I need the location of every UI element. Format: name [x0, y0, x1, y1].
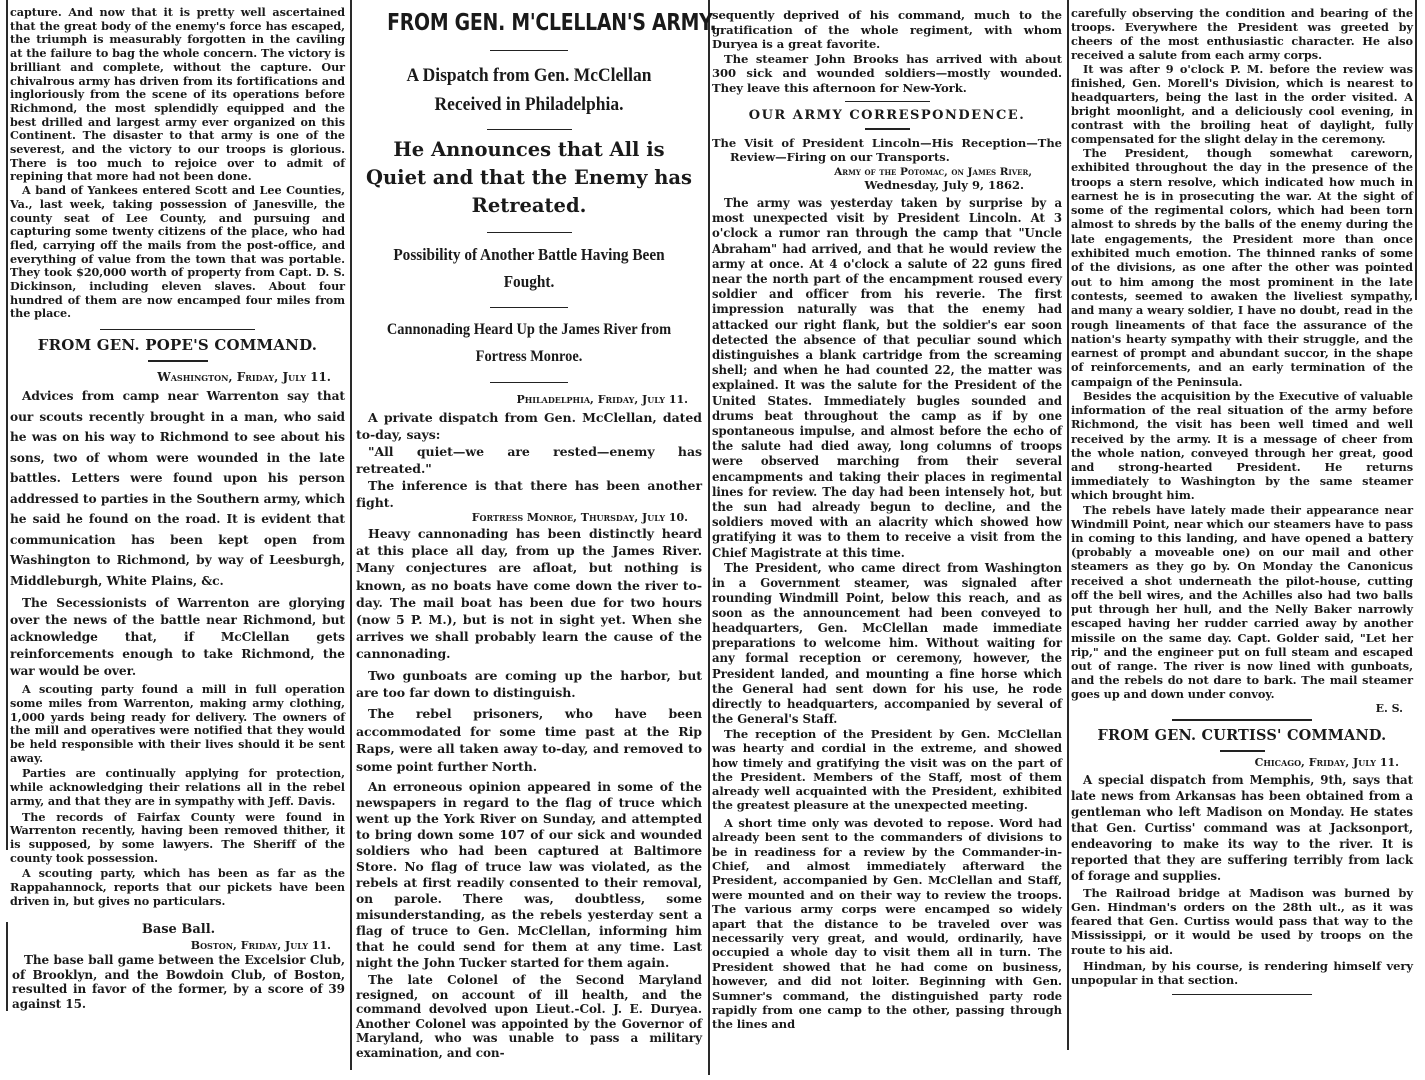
divider: [487, 129, 572, 130]
paragraph: A short time only was devoted to repose. Word had already been sent to the commanders of divisions to be in readiness for a review by the Commander-in-Chief, and almost immediately afterward the President, accompanied by Gen. McClellan and Staff, were mounted and on their way to review the troops. The various army corps were encamped so widely apart that the distance to be traveled over was necessarily very great, and would, ordinarily, have occupied a whole day to visit them all in turn. The President showed that he had come on business, however, and did not loiter. Beginning with Gen. Sumner's command, the distinguished party rode rapidly from one camp to the other, passing through the lines and: [712, 815, 1062, 1032]
column-rule: [1067, 0, 1069, 1050]
fortress-monroe-dateline: Fortress Monroe, Thursday, July 10.: [471, 511, 688, 524]
lincoln-subhead: The Visit of President Lincoln—His Reception—The Review—Firing on our Transports.: [712, 136, 1062, 164]
divider: [1172, 994, 1312, 995]
philadelphia-dateline: Philadelphia, Friday, July 11.: [516, 393, 688, 406]
deck-3: Possibility of Another Battle Having Been Fought.: [393, 245, 665, 291]
paragraph: The reception of the President by Gen. McClellan was hearty and cordial in the extreme, and showed how timely and gratifying the visit was on the part of the President. Members of the Staff, most of them already well acquainted with the President, exhibited the greatest pleasure at the unexpected meeting.: [712, 726, 1062, 813]
deck-2: He Announces that All is Quiet and that the Enemy has Retreated.: [366, 138, 692, 217]
paragraph: Advices from camp near Warrenton say that our scouts recently brought in a man, who said he was on his way to Richmond to see about his sons, two of whom were wounded in the late battles. Letters were found upon his person addressed to parties in the Southern army, which he said he found on the road. It is evident that communication has been kept open from Washington to Richmond, by way of Leesburgh, Middleburgh, White Plains, &c.: [10, 389, 345, 588]
dispatch-intro: A private dispatch from Gen. McClellan, dated to-day, says:: [356, 410, 702, 442]
divider: [490, 307, 568, 308]
paragraph: It was after 9 o'clock P. M. before the review was finished, Gen. Morell's Division, which is nearest to headquarters, being the last in the order visited. A bright moonlight, and a deliciously cool evening, in contrast with the broiling heat of daylight, fully compensated for the slight delay in the ceremony.: [1071, 62, 1413, 146]
divider: [487, 232, 572, 233]
signature: E. S.: [1375, 701, 1403, 715]
paragraph: The rebel prisoners, who have been accommodated for some time past at the Rip Raps, were all taken away to-day, and removed to some point further North.: [356, 706, 702, 774]
paragraph: The Secessionists of Warrenton are glorying over the news of the battle near Richmond, but acknowledge that, if McClellan gets reinforcements enough to take Richmond, the war would be over.: [10, 596, 345, 679]
paragraph: Heavy cannonading has been distinctly heard at this place all day, from up the James River. Many conjectures are afloat, but nothing is known, as no boats have come down the river to-day. The mail boat has been due for two hours (now 5 P. M.), but is not in sight yet. When she arrives we shall probably learn the cause of the cannonading.: [356, 526, 702, 662]
curtis-dateline: Chicago, Friday, July 11.: [1254, 755, 1399, 769]
divider: [845, 101, 930, 102]
pope-dateline: Washington, Friday, July 11.: [157, 370, 331, 385]
column-1: [10, 0, 345, 1011]
baseball-paragraph: The base ball game between the Excelsior Club, of Brooklyn, and the Bowdoin Club, of Boston, resulted in favor of the former, by a score of 39 against 15.: [12, 953, 345, 1011]
divider: [865, 128, 910, 130]
column-rule: [6, 0, 8, 850]
paragraph: Hindman, by his course, is rendering himself very unpopular in that section.: [1071, 959, 1413, 988]
paragraph: The army was yesterday taken by surprise by a most unexpected visit by President Lincoln. At 3 o'clock a rumor ran through the camp that "Uncle Abraham" had arrived, and that he would review the army at once. At 4 o'clock a salute of 22 guns fired near the north part of the encampment roused every soldier and officer from his reverie. The first impression naturally was that the enemy had attacked our right flank, but the soldier's ear soon detected the absence of that peculiar sound which distinguishes a blank cartridge from the screaming shell; and when he had counted 22, the matter was explained. It was the salute for the President of the United States. Immediately bugles sounded and drums beat throughout the camp as if by one spontaneous impulse, and almost before the echo of the salute had died away, long columns of troops were observed marching from their several encampments and taking their places in regimental lines for review. The day had been intensely hot, but the sun had already begun to decline, and the soldiers moved with an alacrity which showed how gratifying it was to them to receive a visit from the Chief Magistrate at this time.: [712, 196, 1062, 560]
baseball-headline: Base Ball.: [141, 922, 216, 938]
column-rule: [708, 0, 710, 1075]
baseball-dateline: Boston, Friday, July 11.: [190, 939, 331, 953]
inference: The inference is that there has been another fight.: [356, 478, 702, 510]
paragraph: Besides the acquisition by the Executive of valuable information of the real situation of the army before Richmond, the visit has been well timed and well received by the army. It is a message of cheer from the whole nation, conveyed through her great, good and strong-hearted President. He returns immediately to Washington by the same steamer which brought him.: [1071, 389, 1413, 503]
steamer-paragraph: The steamer John Brooks has arrived with about 300 sick and wounded soldiers—mostly wounded. They leave this afternoon for New-York.: [712, 51, 1062, 95]
deck-1: A Dispatch from Gen. McClellan Received in Philadelphia.: [406, 65, 652, 115]
paragraph: An erroneous opinion appeared in some of the newspapers in regard to the flag of truce which went up the York River on Sunday, and attempted to bring down some 107 of our sick and wounded soldiers who had been captured at Baltimore Store. No flag of truce law was violated, as the rebels at first readily consented to their removal, on parole. There was, doubtless, some misunderstanding, as the rebels yesterday sent a flag of truce to Gen. McClellan, informing him that he could send for them at any time. Last night the John Tucker started for them again.: [356, 779, 702, 971]
divider: [490, 50, 568, 51]
correspondence-headline: OUR ARMY CORRESPONDENCE.: [748, 108, 1026, 123]
continuation-paragraph: sequently deprived of his command, much to the gratification of the whole regiment, with whom Duryea is a great favorite.: [712, 8, 1062, 51]
pope-headline: FROM GEN. POPE'S COMMAND.: [37, 336, 318, 355]
mcclellan-headline: FROM GEN. M'CLELLAN'S ARMY.: [387, 10, 717, 36]
column-3: [712, 0, 1062, 1032]
paragraph: The President, who came direct from Washington in a Government steamer, was signaled after rounding Windmill Point, below this reach, and as soon as the announcement had been conveyed to headquarters, Gen. McClellan made immediate preparations to welcome him. Without waiting for any formal reception or ceremony, however, the President landed, and mounting a fine horse which the General had sent down for his use, he rode directly to headquarters, accompanied by several of the General's Staff.: [712, 560, 1062, 726]
pope-body: [10, 386, 345, 908]
paragraph: A scouting party found a mill in full operation some miles from Warrenton, making army clothing, 1,000 yards being ready for delivery. The owners of the mill and operatives were notified that they would be held responsible with their lives should it be sent away.: [10, 682, 345, 765]
paragraph: The late Colonel of the Second Maryland resigned, on account of ill health, and the command devolved upon Lieut.-Col. J. E. Duryea. Another Colonel was appointed by the Governor of Maryland, who was unable to pass a military examination, and con-: [356, 973, 702, 1060]
column-rule: [1415, 0, 1417, 300]
dispatch-quote: "All quiet—we are rested—enemy has retreated.": [356, 444, 702, 476]
continuation-paragraph: carefully observing the condition and bearing of the troops. Everywhere the President was greeted by cheers of the most enthusiastic character. He also received a salute from each army corps.: [1071, 6, 1413, 62]
divider: [1172, 719, 1312, 721]
lincoln-dateline: [712, 166, 1062, 192]
divider: [1220, 750, 1265, 752]
dateline-place: Army of the Potomac, on James River,: [834, 166, 1032, 178]
deck-4: Cannonading Heard Up the James River from Fortress Monroe.: [386, 321, 672, 365]
paragraph: Two gunboats are coming up the harbor, but are too far down to distinguish.: [356, 667, 702, 700]
column-4: [1071, 0, 1413, 1001]
paragraph: Parties are continually applying for protection, while acknowledging their relations all in the rebel army, and that they are in sympathy with Jeff. Davis.: [10, 766, 345, 808]
divider: [490, 382, 568, 383]
divider: [148, 360, 208, 362]
paragraph: The rebels have lately made their appearance near Windmill Point, near which our steamers have to pass in coming to this landing, and have opened a battery (probably a moveable one) on our mail and other steamers as they go by. On Monday the Canonicus received a shot underneath the pilot-house, cutting off the bell wires, and the Achilles also had two balls put through her hull, and the Nelly Baker narrowly escaped having her rudder carried away by another missile on the same day. Capt. Golder said, "Let her rip," and the engineer put on full steam and escaped out of range. The river is now lined with gunboats, and the rebels do not dare to bark. The mail steamer goes up and down under convoy.: [1071, 502, 1413, 702]
column-2: [356, 0, 717, 1060]
dateline-date: Wednesday, July 9, 1862.: [864, 178, 1024, 192]
paragraph: A scouting party, which has been as far as the Rappahannock, reports that our pickets have been driven in, but gives no particulars.: [10, 866, 345, 908]
continuation-paragraph: capture. And now that it is pretty well ascertained that the great body of the enemy's force has escaped, the triumph is measurably forgotten in the caviling at the failure to bag the whole concern. The victory is brilliant and complete, without the capture. Our chivalrous army has driven from its fortifications and ingloriously from the scene of its operations before Richmond, the most splendidly equipped and the best drilled and largest army ever organized on this Continent. The disaster to that army is one of the severest, and the victory to our troops is glorious. There is too much to rejoice over to admit of repining that more had not been done.: [10, 5, 345, 184]
paragraph: The Railroad bridge at Madison was burned by Gen. Hindman's orders on the 28th ult., as it was feared that Gen. Curtiss would pass that way to the Mississippi, or it would be used by troops on the route to his aid.: [1071, 885, 1413, 957]
paragraph: A special dispatch from Memphis, 9th, says that late news from Arkansas has been obtained from a gentleman who left Madison on Monday. He states that Gen. Curtiss' command was at Jacksonport, endeavoring to make its way to the river. It is reported that they are suffering terribly from lack of forage and supplies.: [1071, 772, 1413, 883]
column-rule: [350, 0, 352, 1070]
yankees-paragraph: A band of Yankees entered Scott and Lee Counties, Va., last week, taking possession of Janesville, the county seat of Lee County, and pursuing and capturing some twenty citizens of the place, who had fled, carrying off the mails from the post-office, and everything of value from the town that was portable. They took $20,000 worth of property from Capt. D. S. Dickinson, including eleven slaves. About four hundred of them are now encamped four miles from the place.: [10, 183, 345, 321]
paragraph: The President, though somewhat careworn, exhibited throughout the day in the presence of the troops a stern resolve, which indicated how much in earnest he is in prosecuting the war. At the sight of some of the regimental colors, which had been torn almost to shreds by the balls of the enemy during the late engagements, the President more than once exhibited much emotion. The thinned ranks of some of the divisions, as one after the other was pointed out to him among the most prominent in the late contests, seemed to awaken the liveliest sympathy, and many a weary soldier, I have no doubt, read in the rough lineaments of that face the assurance of the nation's hearty sympathy with their struggle, and the earnest of prompt and abundant succor, in the shape of reinforcements, and an early termination of the campaign of the Peninsula.: [1071, 146, 1413, 389]
baseball-box: [6, 922, 345, 1011]
paragraph: The records of Fairfax County were found in Warrenton recently, having been removed thither, it is supposed, by some lawyers. The Sheriff of the county took possession.: [10, 809, 345, 865]
divider: [100, 329, 255, 330]
curtis-headline: FROM GEN. CURTISS' COMMAND.: [1097, 726, 1387, 744]
